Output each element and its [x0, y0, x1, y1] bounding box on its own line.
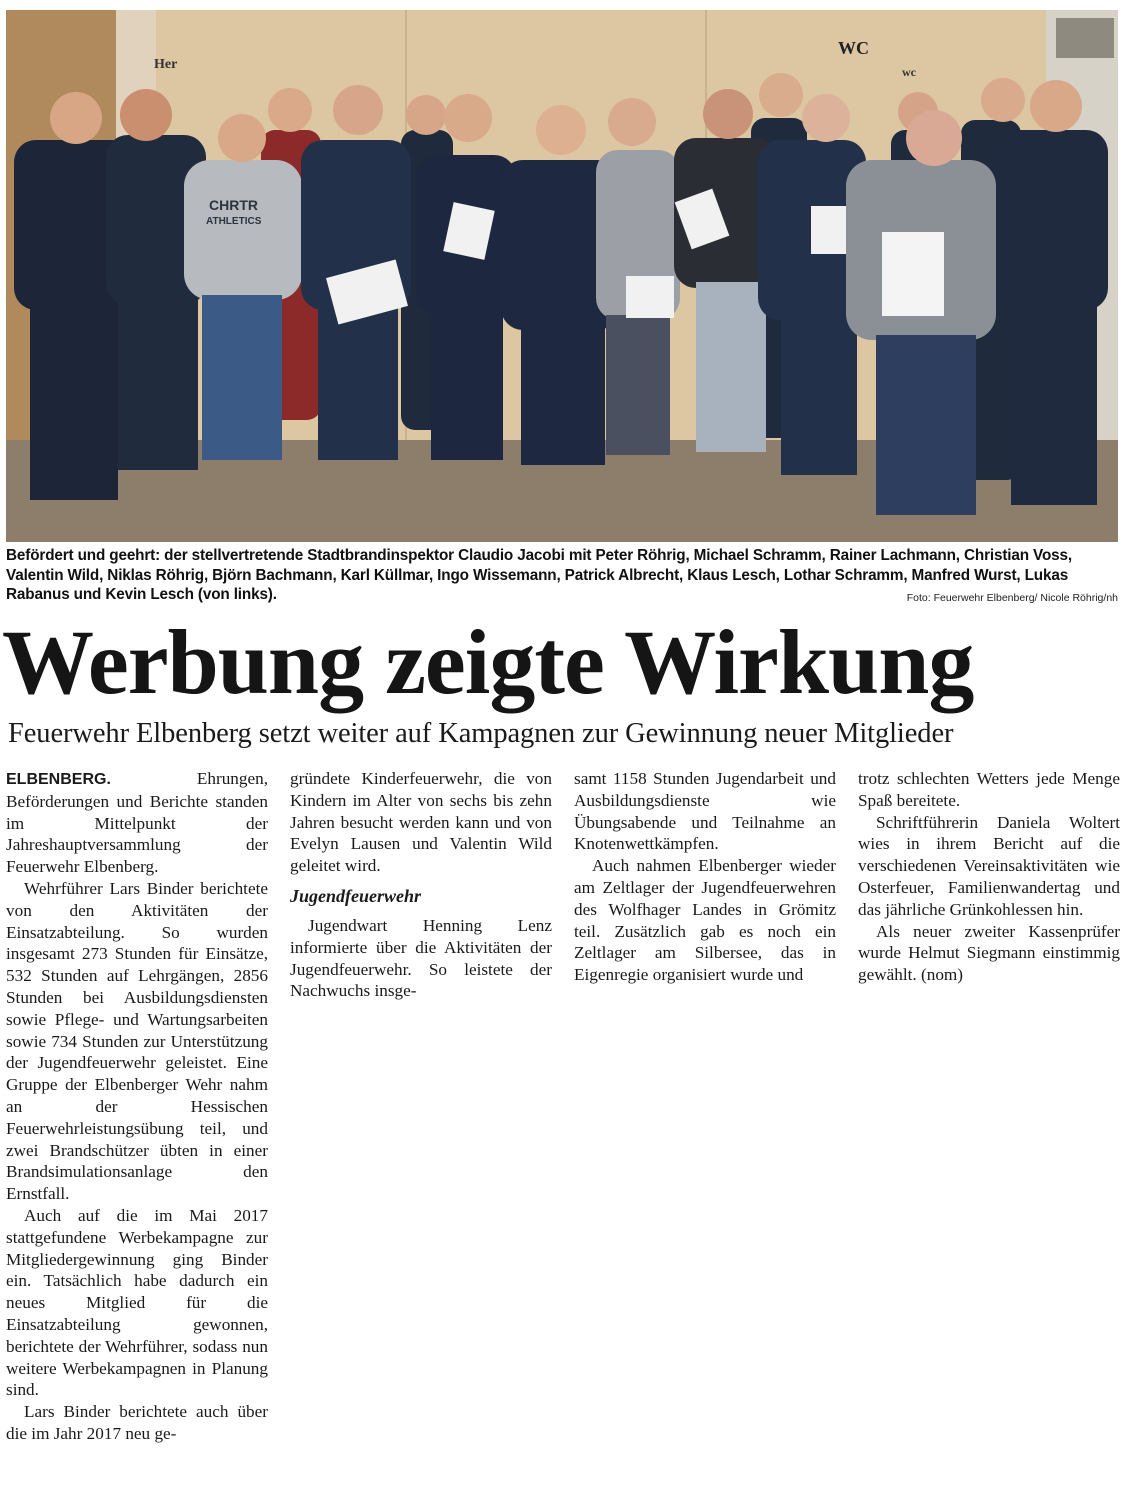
sign-left: Her	[154, 57, 178, 72]
article-column-1	[6, 768, 268, 1445]
shirt-text-1: CHRTR	[209, 197, 258, 213]
section-heading: Jugendfeuerwehr	[290, 885, 422, 906]
group-photo	[6, 10, 1118, 542]
shirt-text-2: ATHLETICS	[206, 216, 262, 227]
article-paragraph: Als neuer zweiter Kassenprüfer wurde Helmut Siegmann einstimmig gewählt. (nom)	[858, 921, 1120, 985]
article-paragraph: Jugendwart Henning Lenz informierte über die Aktivitäten der Jugendfeuerwehr. So leistete der Nachwuchs insge-	[290, 915, 552, 1001]
article-column-2	[290, 768, 552, 1002]
article-paragraph: gründete Kinderfeuerwehr, die von Kindern im Alter von sechs bis zehn Jahren besucht werden kann und von Evelyn Lausen und Valentin Wild geleitet wird.	[290, 769, 552, 876]
photo-credit: Foto: Feuerwehr Elbenberg/ Nicole Röhrig/nh	[906, 592, 1118, 604]
paragraph-text: Ehrungen, Beförderungen und Berichte standen im Mittelpunkt der Jahreshauptversammlung der Feuerwehr Elbenberg.	[6, 769, 268, 877]
person-front-row	[14, 80, 1108, 515]
article-column-3	[574, 768, 836, 986]
article-paragraph	[6, 768, 268, 878]
headline: Werbung zeigte Wirkung	[2, 611, 974, 713]
subheadline: Feuerwehr Elbenberg setzt weiter auf Kampagnen zur Gewinnung neuer Mitglieder	[8, 718, 954, 749]
article-paragraph: Schriftführerin Daniela Woltert wies in ihrem Bericht auf die verschiedenen Vereinsaktivitäten wie Osterfeuer, Familienwandertag und das jährliche Grünkohlessen hin.	[858, 812, 1120, 919]
sign-wc-small: wc	[902, 65, 916, 79]
photo-caption: Befördert und geehrt: der stellvertretende Stadtbrandinspektor Claudio Jacobi mit Peter Röhrig, Michael Schramm, Rainer Lachmann, Christian Voss, Valentin Wild, Niklas Röhrig, Björn Bachmann, Karl Küllmar, Ingo Wissemann, Patrick Albrecht, Klaus Lesch, Lothar Schramm, Manfred Wurst, Lukas Rabanus und Kevin Lesch (von links).	[6, 547, 1072, 603]
sign-wc: WC	[838, 38, 869, 58]
article-paragraph: Wehrführer Lars Binder berichtete von den Aktivitäten der Einsatzabteilung. So wurden insgesamt 273 Stunden für Einsätze, 532 Stunden auf Lehrgängen, 2856 Stunden bei Ausbildungsdiensten sowie Pflege- und Wartungsarbeiten sowie 734 Stunden zur Unterstützung der Jugendfeuerwehr geleistet. Eine Gruppe der Elbenberger Wehr nahm an der Hessischen Feuerwehrleistungsübung teil, und zwei Brandschützer übten in einer Brandsimulationsanlage den Ernstfall.	[6, 878, 268, 1204]
dateline: ELBENBERG.	[6, 771, 111, 788]
article-column-4	[858, 768, 1120, 986]
article-paragraph: Lars Binder berichtete auch über die im Jahr 2017 neu ge-	[6, 1402, 268, 1443]
group-photo-illustration	[6, 10, 1118, 542]
article-paragraph: trotz schlechten Wetters jede Menge Spaß bereitete.	[858, 769, 1120, 810]
article-paragraph: Auch nahmen Elbenberger wieder am Zeltlager der Jugendfeuerwehren des Wolfhager Landes in Grömitz teil. Zusätzlich gab es noch ein Zeltlager am Silbersee, das in Eigenregie organisiert wurde und	[574, 856, 836, 985]
article-paragraph: Auch auf die im Mai 2017 stattgefundene Werbekampagne zur Mitgliedergewinnung ging Binder ein. Tatsächlich habe dadurch ein neues Mitglied für die Einsatzabteilung gewonnen, berichtete der Wehrführer, sodass nun weitere Werbekampagnen in Planung sind.	[6, 1205, 268, 1400]
article-paragraph: samt 1158 Stunden Jugendarbeit und Ausbildungsdienste wie Übungsabende und Teilnahme an Knotenwettkämpfen.	[574, 769, 836, 854]
